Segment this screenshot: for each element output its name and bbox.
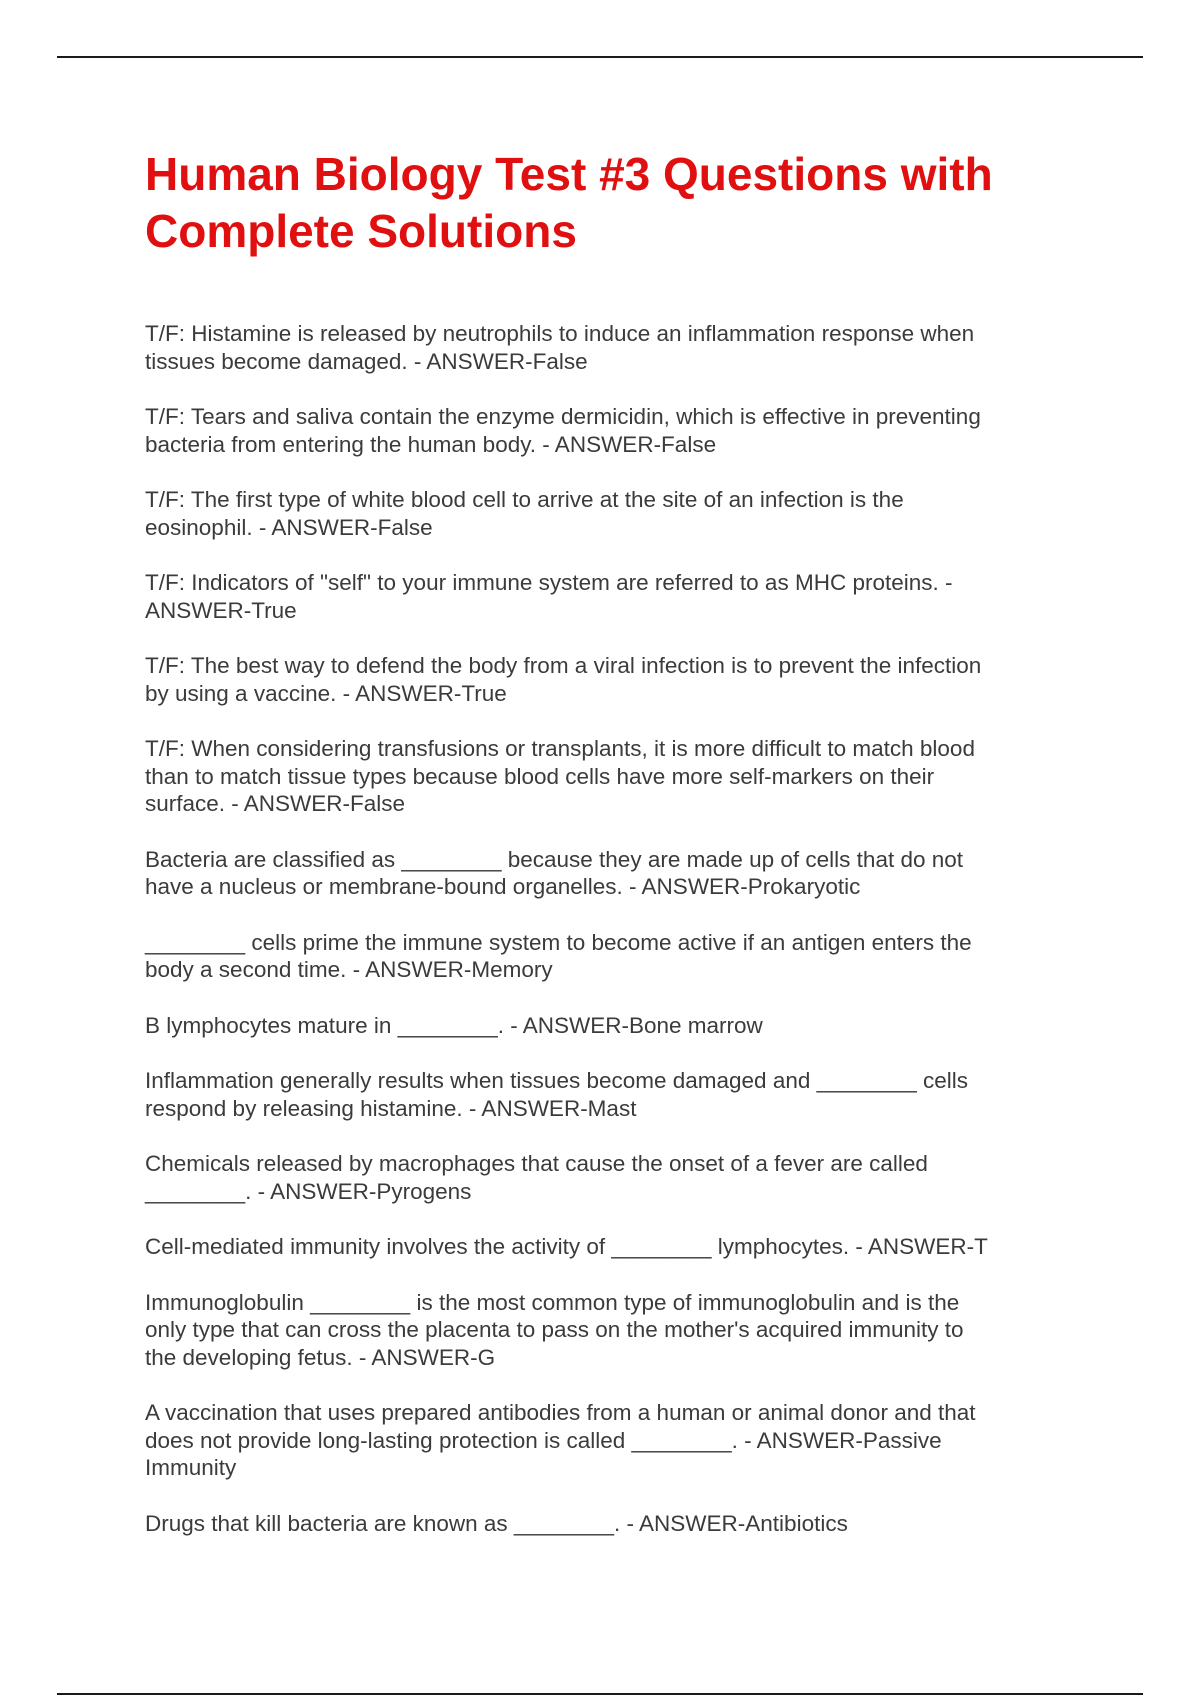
bottom-rule — [57, 1693, 1143, 1695]
qa-item: A vaccination that uses prepared antibodies from a human or animal donor and that does not provide long-lasting protection is called ________. - ANSWER-Passive Immunity — [145, 1400, 976, 1480]
top-rule — [57, 56, 1143, 58]
qa-item: T/F: Indicators of "self" to your immune system are referred to as MHC proteins. - ANSWER-True — [145, 570, 953, 623]
qa-item: T/F: When considering transfusions or transplants, it is more difficult to match blood than to match tissue types because blood cells have more self-markers on their surface. - ANSWER-False — [145, 736, 975, 816]
qa-item: T/F: Histamine is released by neutrophils to induce an inflammation response when tissues become damaged. - ANSWER-False — [145, 321, 975, 374]
qa-item: Drugs that kill bacteria are known as ________. - ANSWER-Antibiotics — [145, 1510, 848, 1536]
document-title: Human Biology Test #3 Questions with Complete Solutions — [145, 148, 993, 257]
qa-item: T/F: The best way to defend the body from a viral infection is to prevent the infection by using a vaccine. - ANSWER-True — [145, 653, 982, 706]
qa-item: B lymphocytes mature in ________. - ANSWER-Bone marrow — [145, 1012, 763, 1038]
qa-item: Inflammation generally results when tissues become damaged and ________ cells respond by releasing histamine. - ANSWER-Mast — [145, 1068, 968, 1121]
qa-item: Chemicals released by macrophages that cause the onset of a fever are called ________. - ANSWER-Pyrogens — [145, 1151, 928, 1204]
document-page — [145, 146, 1075, 1565]
qa-item: T/F: Tears and saliva contain the enzyme dermicidin, which is effective in preventing bacteria from entering the human body. - ANSWER-False — [145, 404, 981, 457]
question-answer-list — [145, 320, 1075, 1537]
qa-item: ________ cells prime the immune system to become active if an antigen enters the body a second time. - ANSWER-Memory — [145, 929, 972, 982]
qa-item: Bacteria are classified as ________ because they are made up of cells that do not have a nucleus or membrane-bound organelles. - ANSWER-Prokaryotic — [145, 846, 964, 899]
qa-item: Cell-mediated immunity involves the activity of ________ lymphocytes. - ANSWER-T — [145, 1234, 988, 1259]
qa-item: T/F: The first type of white blood cell to arrive at the site of an infection is the eosinophil. - ANSWER-False — [145, 487, 904, 540]
qa-item: Immunoglobulin ________ is the most common type of immunoglobulin and is the only type that can cross the placenta to pass on the mother's acquired immunity to the developing fetus. - ANSWER-G — [145, 1289, 964, 1370]
